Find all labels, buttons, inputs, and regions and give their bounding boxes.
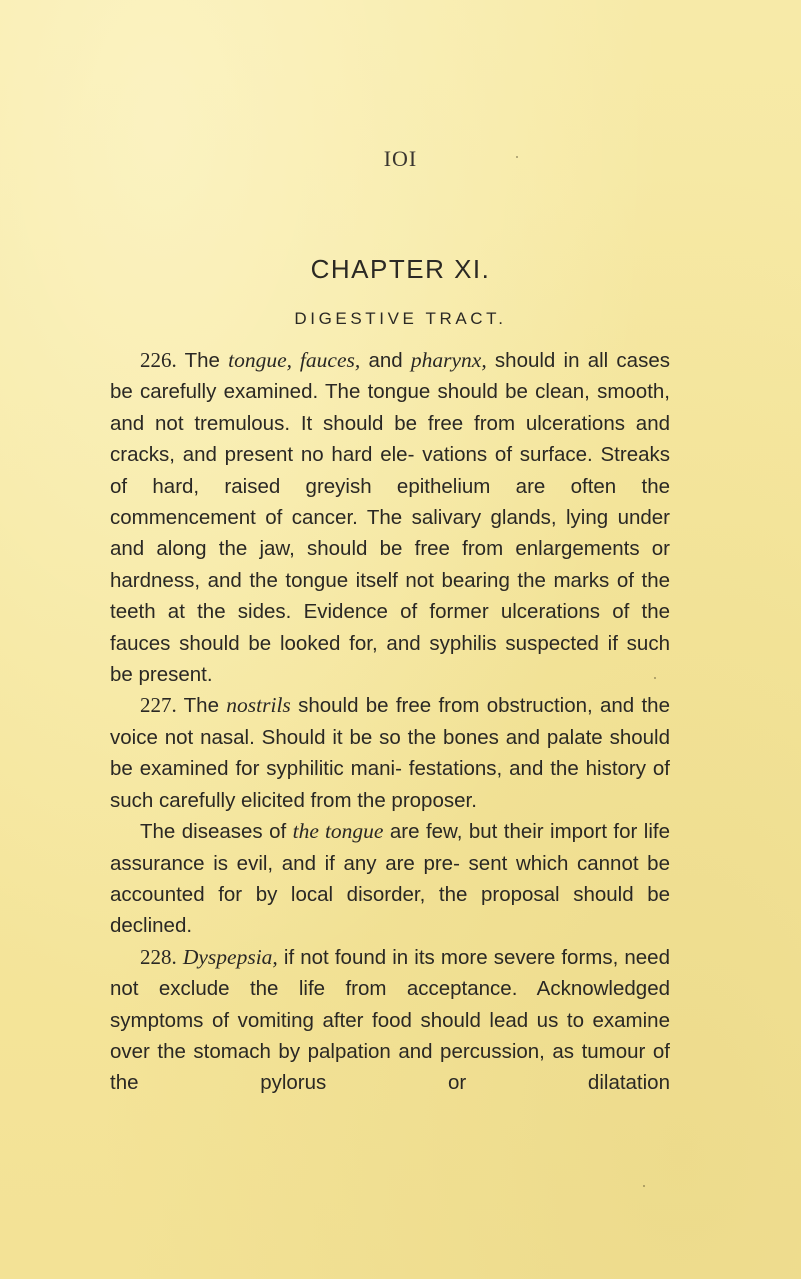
paragraph-227 [110,690,670,816]
italic-term: the tongue [292,819,384,844]
paragraph-text: The [176,349,229,372]
paper-speck [643,1185,645,1187]
paragraph-text: should be free from obstruction, and the voice not nasal. Should it be so the bones and palate should be examined for syphilitic mani- festations, and the history of such carefully elicited from the proposer. [110,694,670,812]
paper-speck [516,156,518,158]
paragraph-text: are few, but their import for life assurance is evil, and if any are pre- sent which cannot be accounted for by local disorder, the proposal should be declined. [110,820,670,938]
page-number: IOI [383,146,418,171]
paragraph-228 [110,942,670,1099]
paper-speck [654,677,656,679]
paragraph-text: if not found in its more severe forms, need not exclude the life from acceptance. Acknowledged symptoms of vomiting after food should lead us to examine over the stomach by palpation and percussion, as tumour of the pylorus or dilatation [110,945,670,1095]
paragraph-text: should in all cases be carefully examined. The tongue should be clean, smooth, and not tremulous. It should be free from ulcerations and cracks, and present no hard ele- vations of surface. Streaks of hard, raised greyish epithelium are often the commencement of cancer. The salivary glands, lying under and along the jaw, should be free from enlargements or hardness, and the tongue itself not bearing the marks of the teeth at the sides. Evidence of former ulcerations of the fauces should be looked for, and syphilis suspected if such be present. [110,349,670,687]
italic-term: Dyspepsia, [182,944,278,969]
paragraph-tongue-diseases [110,816,670,942]
paragraph-number: 226. [140,348,177,372]
italic-term: tongue, fauces, [228,348,361,372]
paragraph-text: and [360,349,411,372]
italic-term: pharynx, [410,348,487,372]
paragraph-226 [110,345,670,690]
chapter-title: CHAPTER XI. [310,254,491,284]
paragraph-text: The diseases of [140,820,293,844]
paragraph-text: The [176,694,227,718]
paragraph-number: 228. [140,944,177,969]
paragraph-number: 227. [140,693,177,718]
section-title: DIGESTIVE TRACT. [294,309,507,328]
italic-term: nostrils [226,693,291,718]
body-text [110,345,670,1099]
